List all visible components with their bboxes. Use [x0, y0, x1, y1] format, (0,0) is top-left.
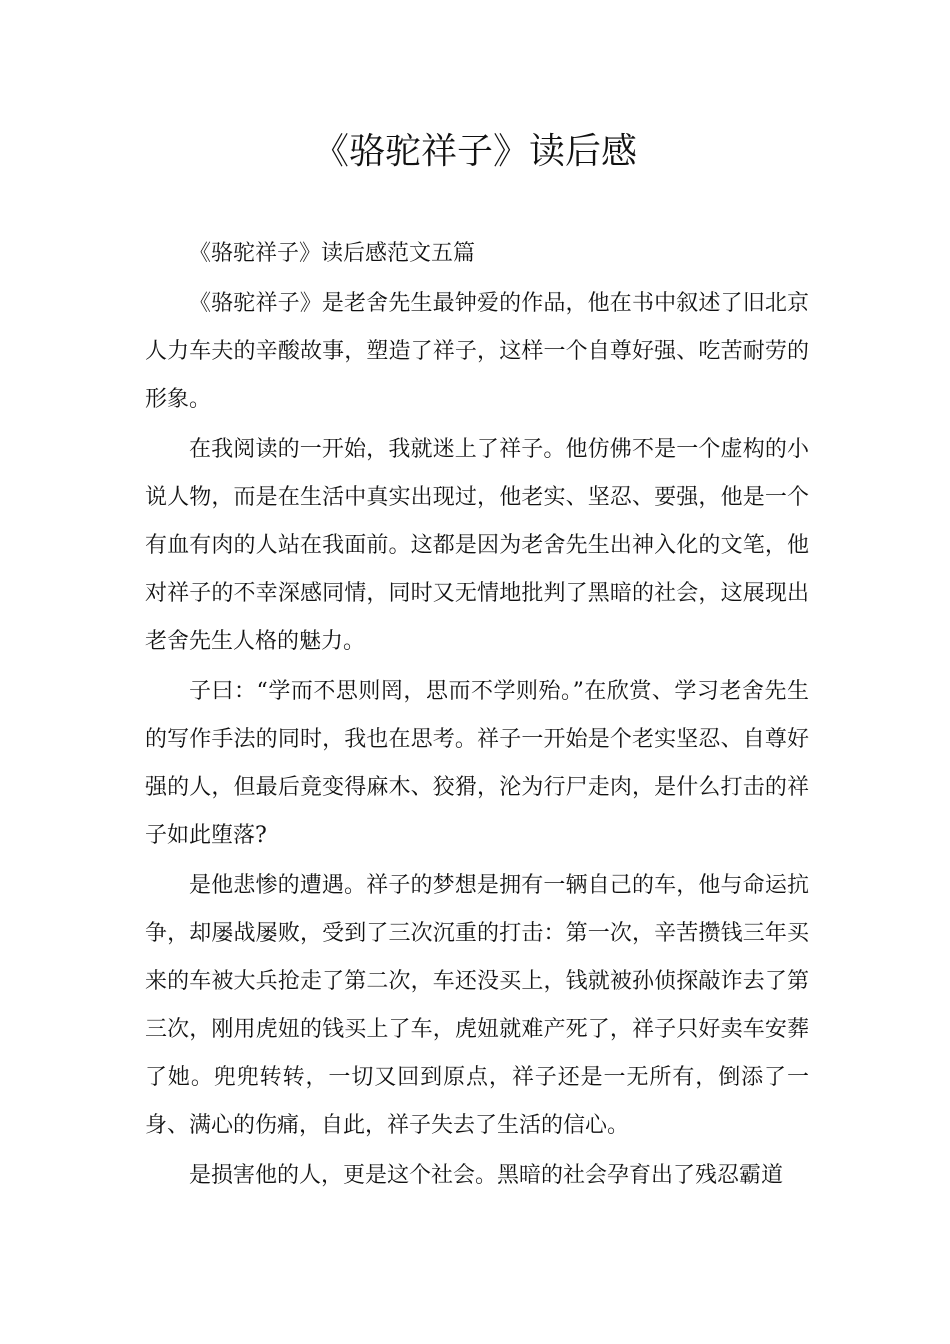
body-paragraph: 是他悲惨的遭遇。祥子的梦想是拥有一辆自己的车，他与命运抗争，却屡战屡败，受到了三次沉重的打击：第一次，辛苦攒钱三年买来的车被大兵抢走了第二次，车还没买上，钱就被孙侦探敲诈去了第三次，刚用虎妞的钱买上了车，虎妞就难产死了，祥子只好卖车安葬了她。兜兜转转，一切又回到原点，祥子还是一无所有，倒添了一身、满心的伤痛，自此，祥子失去了生活的信心。 — [145, 873, 809, 1138]
body-paragraph: 在我阅读的一开始，我就迷上了祥子。他仿佛不是一个虚构的小说人物，而是在生活中真实出现过，他老实、坚忍、要强，他是一个有血有肉的人站在我面前。这都是因为老舍先生出神入化的文笔，他对祥子的不幸深感同情，同时又无情地批判了黑暗的社会，这展现出老舍先生人格的魅力。 — [145, 437, 809, 654]
body-paragraph: 是损害他的人，更是这个社会。黑暗的社会孕育出了残忍霸道 — [189, 1163, 784, 1188]
body-paragraph: 《骆驼祥子》是老舍先生最钟爱的作品，他在书中叙述了旧北京人力车夫的辛酸故事，塑造了祥子，这样一个自尊好强、吃苦耐劳的形象。 — [145, 291, 809, 412]
document-body — [145, 230, 809, 1202]
body-paragraph: 子曰：“学而不思则罔，思而不学则殆。”在欣赏、学习老舍先生的写作手法的同时，我也在思考。祥子一开始是个老实坚忍、自尊好强的人，但最后竟变得麻木、狡猾，沦为行尸走肉，是什么打击的祥子如此堕落? — [145, 679, 809, 848]
subtitle-paragraph: 《骆驼祥子》读后感范文五篇 — [189, 241, 476, 266]
document-title: 《骆驼祥子》读后感 — [312, 131, 637, 172]
